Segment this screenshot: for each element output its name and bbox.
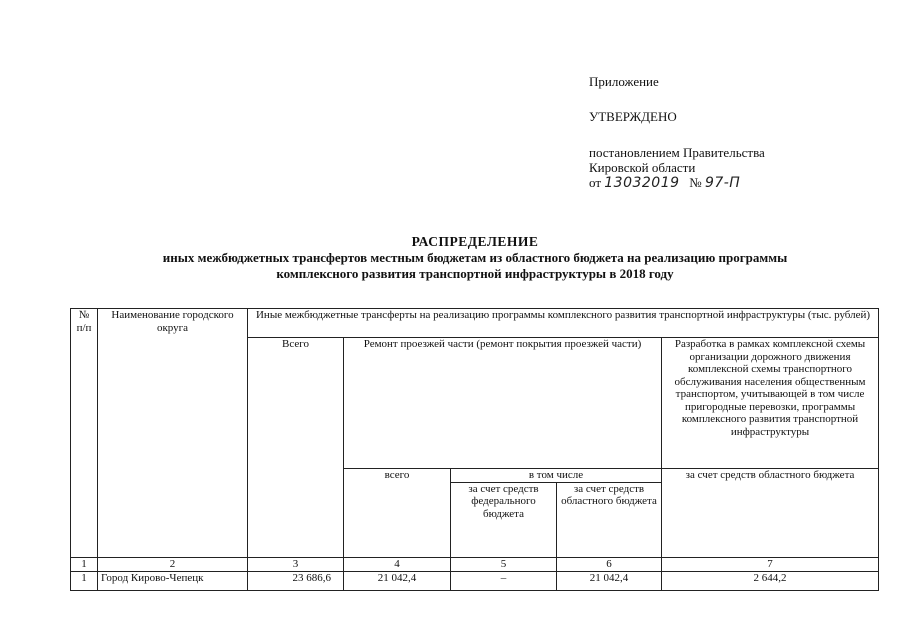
- decree-date-line: [589, 175, 889, 191]
- title-line-2: иных межбюджетных трансфертов местным бюджетам из областного бюджета на реализацию программы: [162, 250, 788, 265]
- approved-label: УТВЕРЖДЕНО: [589, 109, 677, 124]
- col-number: 4: [344, 557, 451, 571]
- title-line-3: комплексного развития транспортной инфраструктуры в 2018 году: [276, 266, 674, 281]
- date-prefix: от: [589, 175, 602, 190]
- col-number: 5: [451, 557, 557, 571]
- row-repair-total: 21 042,4: [344, 571, 451, 590]
- column-number-row: [71, 557, 879, 571]
- decree-number-handwritten: 97-П: [704, 175, 741, 191]
- decree-line-1: постановлением Правительства: [589, 145, 765, 160]
- header-total: Всего: [248, 338, 344, 558]
- col-number: 2: [98, 557, 248, 571]
- approval-block: [589, 74, 889, 191]
- decree-line-2: Кировской области: [589, 160, 696, 175]
- header-repair-total: всего: [344, 469, 451, 558]
- col-number: 6: [557, 557, 662, 571]
- decree-date-handwritten: 13032019: [604, 175, 680, 191]
- table-row: [71, 571, 879, 590]
- header-name: Наименование городского округа: [98, 309, 248, 558]
- row-development: 2 644,2: [662, 571, 879, 590]
- header-development: Разработка в рамках комплексной схемы организации дорожного движения комплексной схемы транспортного обслуживания населения общественным транспортом, учитывающей в том числе пригородные перевозки, программы комплексного развития транспортной инфраструктуры: [662, 338, 879, 469]
- title-main: РАСПРЕДЕЛЕНИЕ: [411, 234, 539, 249]
- header-including: в том числе: [451, 469, 662, 483]
- number-prefix: №: [689, 175, 702, 190]
- distribution-table: [70, 308, 879, 591]
- appendix-label: Приложение: [589, 74, 659, 89]
- header-road-repair: Ремонт проезжей части (ремонт покрытия проезжей части): [344, 338, 662, 469]
- header-federal: за счет средств федерального бюджета: [451, 482, 557, 557]
- row-regional: 21 042,4: [557, 571, 662, 590]
- header-regional: за счет средств областного бюджета: [557, 482, 662, 557]
- header-num: № п/п: [71, 309, 98, 558]
- row-num: 1: [71, 571, 98, 590]
- col-number: 3: [248, 557, 344, 571]
- col-number: 7: [662, 557, 879, 571]
- document-title: [60, 234, 890, 282]
- header-transfers: Иные межбюджетные трансферты на реализацию программы комплексного развития транспортной инфраструктуры (тыс. рублей): [248, 309, 879, 338]
- header-dev-regional: за счет средств областного бюджета: [662, 469, 879, 558]
- row-name: Город Кирово-Чепецк: [98, 571, 248, 590]
- col-number: 1: [71, 557, 98, 571]
- row-total: 23 686,6: [248, 571, 344, 590]
- row-federal: –: [451, 571, 557, 590]
